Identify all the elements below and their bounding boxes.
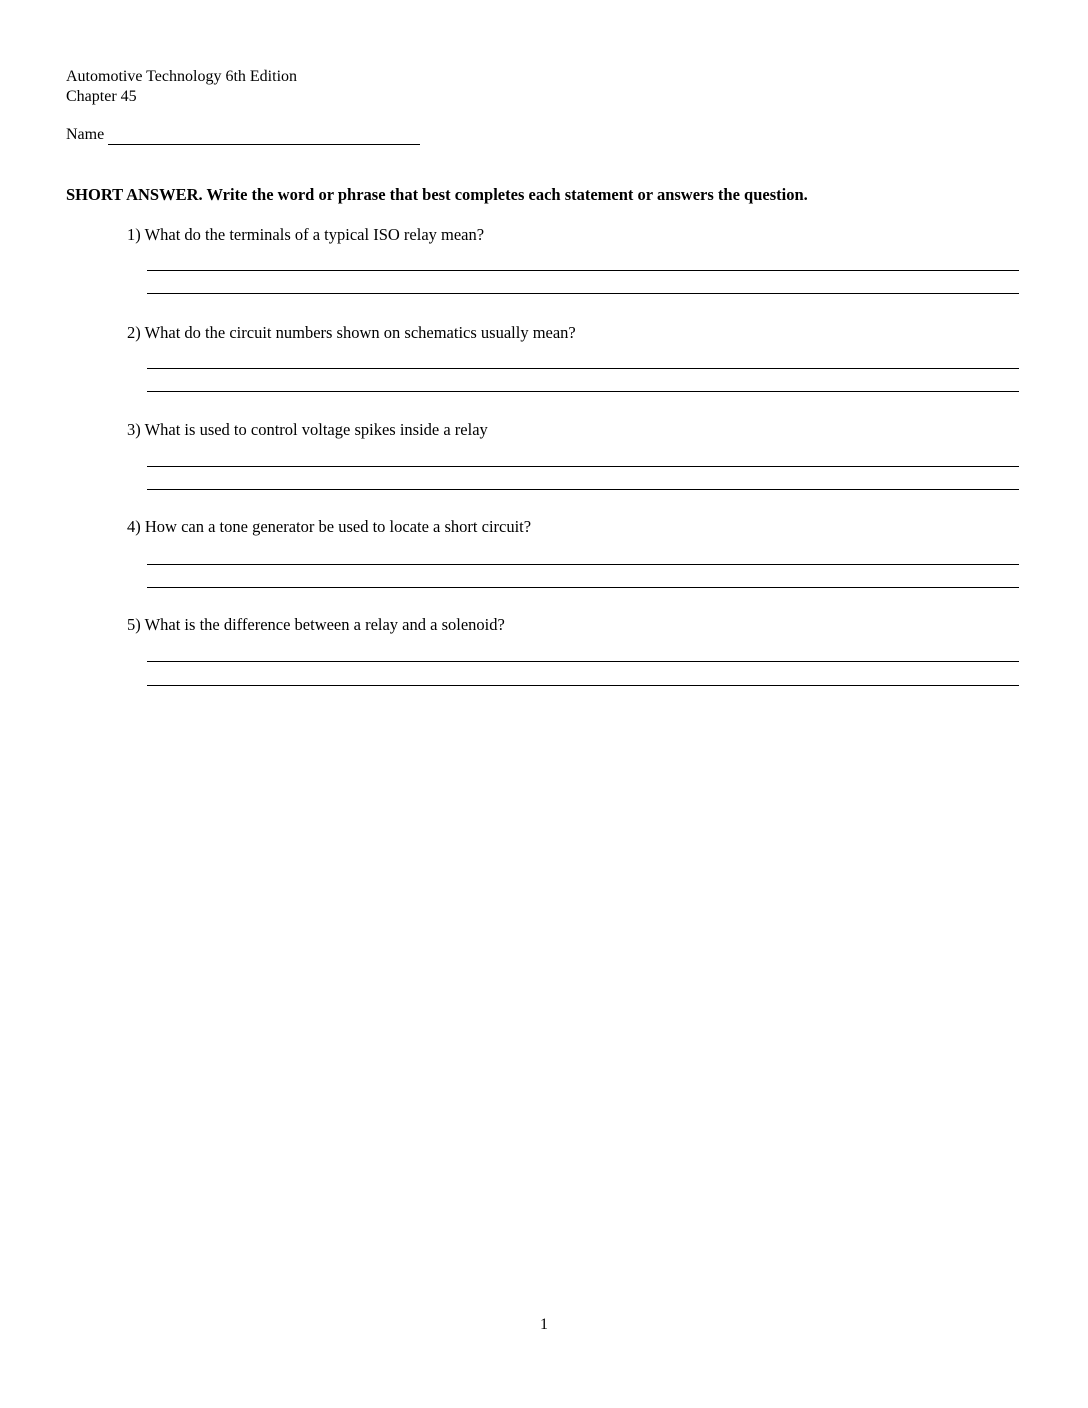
answer-line[interactable] (147, 587, 1019, 588)
question-number: 4) (127, 517, 141, 536)
question-prompt: What is the difference between a relay and a solenoid? (144, 615, 505, 634)
question-number: 1) (127, 225, 141, 244)
book-title: Automotive Technology 6th Edition (66, 68, 298, 85)
answer-line[interactable] (147, 661, 1019, 662)
question-2 (127, 323, 1019, 343)
question-text (127, 323, 1019, 343)
section-instructions: SHORT ANSWER. Write the word or phrase that best completes each statement or answers the question. (66, 185, 808, 204)
answer-line[interactable] (147, 564, 1019, 565)
question-number: 5) (127, 615, 141, 634)
question-prompt: How can a tone generator be used to locate a short circuit? (144, 517, 532, 536)
question-text (127, 225, 1019, 245)
chapter-label: Chapter 45 (66, 88, 137, 105)
question-prompt: What is used to control voltage spikes inside a relay (144, 420, 488, 439)
answer-line[interactable] (147, 391, 1019, 392)
question-4 (127, 517, 1019, 537)
answer-line[interactable] (147, 270, 1019, 271)
question-text (127, 420, 1019, 440)
page-number: 1 (540, 1316, 548, 1333)
question-text (127, 517, 1019, 537)
answer-line[interactable] (147, 368, 1019, 369)
name-label: Name (66, 126, 105, 143)
question-prompt: What do the circuit numbers shown on schematics usually mean? (144, 323, 576, 342)
question-3 (127, 420, 1019, 440)
question-text (127, 615, 1019, 635)
question-prompt: What do the terminals of a typical ISO relay mean? (144, 225, 485, 244)
name-field-line[interactable] (108, 144, 420, 145)
question-1 (127, 225, 1019, 245)
answer-line[interactable] (147, 685, 1019, 686)
question-number: 2) (127, 323, 141, 342)
answer-line[interactable] (147, 489, 1019, 490)
answer-line[interactable] (147, 293, 1019, 294)
answer-line[interactable] (147, 466, 1019, 467)
question-number: 3) (127, 420, 141, 439)
question-5 (127, 615, 1019, 635)
